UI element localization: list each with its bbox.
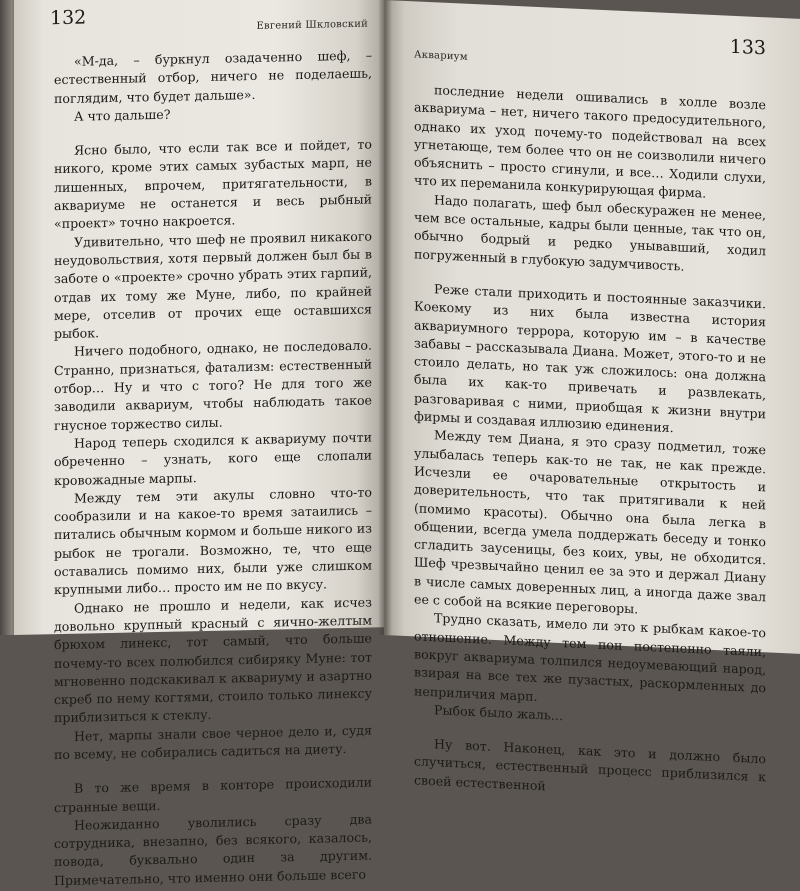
paragraph: Ясно было, что если так все и пойдет, то никого, кроме этих самых зубастых марп, не лишенных, впрочем, притягательности, в аквариуме не останется и весь рыбный «проект» точно накроется. — [54, 136, 372, 232]
left-page — [14, 0, 386, 888]
left-page-text — [54, 47, 372, 891]
right-page-text — [414, 80, 766, 805]
paragraph: Рыбок было жаль… — [434, 702, 564, 723]
paragraph: Народ теперь сходился к аквариуму почти обреченно – узнать, кого еще слопали кровожадные марпы. — [54, 429, 372, 488]
paragraph: Между тем эти акулы словно что-то сообразили и на какое-то время затаились – питались обычным кормом и больше никого из рыбок не трогали. Возможно, те, что еще оставались помимо них, были уже слишком крупными либо… просто им не по вкусу. — [54, 484, 372, 598]
paragraph: Удивительно, что шеф не проявил никакого неудовольствия, хотя первый должен был бы в заботе о «проекте» срочно убрать этих гарпий, отдав их тому же Муне, либо, по крайней мере, отселив от прочих еще оставшихся рыбок. — [54, 228, 372, 342]
paragraph: последние недели ошивались в холле возле аквариума – нет, ничего такого предосудительного, однако их уход почему-то подействовал на всех угнетающе, тем более что он не соизволили ничего объяснить – просто сгинули, и все… Ходили слухи, что их переманила конкурирующая фирма. — [414, 82, 766, 202]
right-page — [384, 0, 800, 794]
right-running-head: Аквариум — [414, 49, 468, 63]
paragraph: Ничего подобного, однако, не последовало. Странно, признаться, фатализм: естественный отбор… Ну и что с того? Не для того же заводили аквариум, чтобы наблюдать такое гнусное торжество силы. — [54, 337, 372, 433]
paragraph: Ну вот. Наконец, как это и должно было случиться, естественный процесс приблизился к своей естественной — [414, 736, 766, 794]
paragraph: В то же время в конторе происходили странные вещи. — [54, 774, 372, 815]
paragraph: А что дальше? — [74, 106, 171, 124]
paragraph: Между тем Диана, я это сразу подметил, тоже улыбалась теперь как-то не так, не как прежде. Исчезли ее очаровательные открытость и доверительность, что так притягивали к ней (помимо красоты). Обычно она была легка в общении, всегда умела поддержать беседу и тонко сгладить заусеницы, без коих, увы, не обходится. Шеф чрезвычайно ценил ее за это и держал Диану в числе самых доверенных лиц, а иногда даже звал ее с собой на всякие переговоры. — [414, 427, 766, 617]
paragraph: Реже стали приходить и постоянные заказчики. Коекому из них была известна история аквариумного террора, которую им – в качестве забавы – рассказывала Диана. Может, этого-то и не стоило делать, но так уж сложилось: она должна была их как-то привечать и развлекать, разговаривая с ними, приобщая к жизни внутри фирмы и создавая иллюзию единения. — [414, 281, 766, 436]
left-running-head: Евгений Шкловский — [256, 18, 368, 32]
paragraph: Неожиданно уволились сразу два сотрудника, внезапно, без всякого, казалось, повода, буквально один за другим. Примечательно, что именно они больше всего — [54, 811, 372, 888]
left-page-number: 132 — [50, 6, 87, 30]
paragraph: Однако не прошло и недели, как исчез довольно крупный красный с яично-желтым брюхом линекс, тот самый, что больше почему-то всех полюбился сибиряку Муне: тот мгновенно подскакивал к аквариуму и азартно скреб по нему когтями, стоило только линексу приблизиться к стеклу. — [54, 594, 372, 726]
right-page-number: 133 — [729, 35, 766, 60]
book-gutter — [378, 0, 392, 635]
paragraph: Трудно сказать, имело ли это к рыбкам какое-то отношение. Между тем пон постепенно таяли, вокруг аквариума толпился недоумевающий народ, взирая на все тех же пузастых, раскормленных до неприличия марп. — [414, 610, 766, 704]
paragraph: Нет, марпы знали свое черное дело и, судя по всему, не собирались садиться на диету. — [54, 722, 372, 763]
paragraph: «М-да, – буркнул озадаченно шеф, – естественный отбор, ничего не поделаешь, поглядим, что будет дальше». — [54, 47, 372, 106]
paragraph: Надо полагать, шеф был обескуражен не менее, чем все остальные, кадры были ценные, так что он, обычно бодрый и редко унывавший, ходил погруженный в глубокую задумчивость. — [414, 192, 766, 274]
